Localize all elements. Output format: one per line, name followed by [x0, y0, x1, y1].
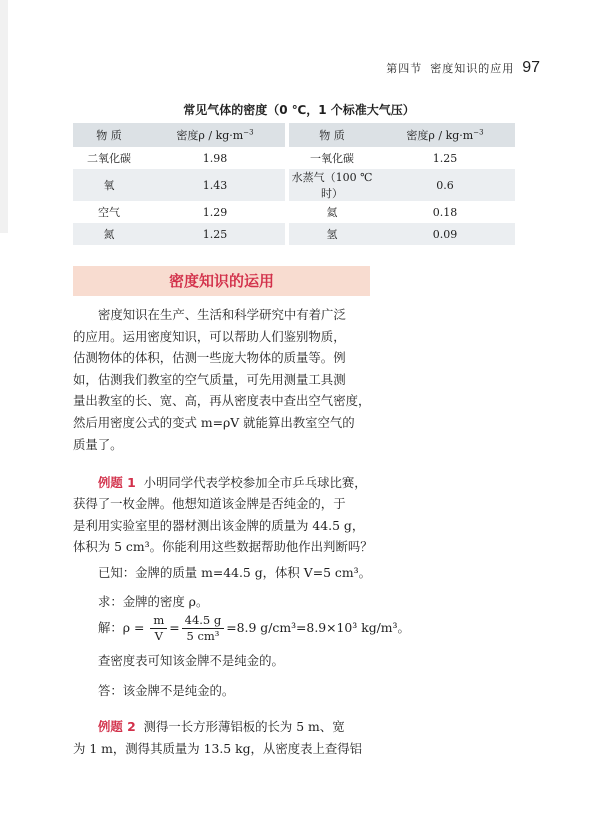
header-density-left: 密度$\rho / kg\cdot m^{-3}$ — [145, 123, 285, 147]
table-row — [73, 169, 515, 201]
table-cell: 0.18 — [432, 205, 458, 219]
table-row — [73, 147, 515, 169]
intro-paragraph — [73, 304, 375, 455]
table-cell: 1.43 — [145, 169, 285, 201]
paragraph-line: 小明同学代表学校参加全市乒乓球比赛， — [143, 475, 367, 490]
table-row — [73, 223, 515, 245]
paragraph-line: 量出教室的长、宽、高，再从密度表中查出空气密度， — [73, 393, 371, 409]
table-cell: 一氧化碳 — [310, 152, 354, 165]
section-heading: 密度知识的运用 — [73, 266, 370, 296]
table-cell: 氧 — [73, 169, 145, 201]
example-1-solution: 解：ρ = $\frac{m}{V}$ = $\frac{44.5 g}{\text{5 cm³}}$ =8.9 g/cm³=8.9×10³ kg/m³。 — [98, 613, 410, 643]
table-header-row — [73, 123, 515, 147]
table-cell: 1.98 — [202, 151, 228, 165]
paragraph-line: 体积为 5 cm³。你能利用这些数据帮助他作出判断吗？ — [73, 539, 373, 555]
table-row — [73, 201, 515, 223]
table-cell: 二氧化碳 — [87, 152, 131, 165]
section-number: 第四节 — [386, 62, 423, 75]
fraction-m-over-v: $\frac{m}{V}$ — [150, 614, 167, 643]
paragraph-line: 是利用实验室里的器材测出该金牌的质量为 44.5 g， — [73, 517, 365, 533]
paragraph-line: 然后用密度公式的变式 m=ρV 就能算出教室空气的 — [73, 414, 355, 430]
solution-prefix: 解：ρ = — [98, 620, 145, 635]
table-cell: 空气 — [98, 206, 120, 219]
paragraph-line: 为 1 m，测得其质量为 13.5 kg，从密度表上查得铝 — [73, 741, 363, 756]
table-cell: 氢 — [289, 223, 375, 245]
paragraph-line: 的应用。运用密度知识，可以帮助人们鉴别物质， — [73, 328, 346, 344]
solution-result: =8.9 g/cm³=8.9×10³ kg/m³。 — [226, 620, 410, 635]
header-substance-left: 物 质 — [73, 123, 145, 147]
table-cell: 1.25 — [145, 223, 285, 245]
table-cell: 氮 — [73, 223, 145, 245]
table-cell: 0.09 — [375, 223, 515, 245]
fraction-values: $\frac{44.5 g}{\text{5 cm³}}$ — [182, 614, 225, 643]
table-cell: 氦 — [326, 206, 338, 219]
paragraph-line: 质量了。 — [73, 436, 123, 452]
paragraph-line: 如，估测我们教室的空气质量，可先用测量工具测 — [73, 371, 346, 387]
example-1-label: 例题 1 — [98, 475, 136, 490]
paragraph-line: 估测物体的体积，估测一些庞大物体的质量等。例 — [73, 350, 346, 366]
header-substance-right: 物 质 — [289, 123, 375, 147]
running-header — [386, 59, 540, 77]
paragraph-line: 密度知识在生产、生活和科学研究中有着广泛 — [98, 307, 346, 322]
header-density-right: 密度$\rho / kg\cdot m^{-3}$ — [375, 123, 515, 147]
table-title: 常见气体的密度（0 ℃，1 个标准大气压） — [183, 103, 415, 117]
example-1-answer: 答：该金牌不是纯金的。 — [98, 683, 235, 698]
table-cell: 0.6 — [375, 169, 515, 201]
table-cell: 水蒸气（100 ℃时） — [289, 169, 375, 201]
example-2-problem — [73, 716, 375, 760]
example-1-find: 求：金牌的密度 ρ。 — [98, 594, 209, 609]
paragraph-line: 测得一长方形薄铝板的长为 5 m、宽 — [143, 719, 345, 734]
example-2-label: 例题 2 — [98, 719, 136, 734]
paragraph-line: 获得了一枚金牌。他想知道该金牌是否纯金的，于 — [73, 496, 346, 512]
section-title: 密度知识的应用 — [430, 62, 515, 75]
example-1-check: 查密度表可知该金牌不是纯金的。 — [98, 653, 284, 668]
table-cell: 1.25 — [432, 151, 458, 165]
example-1-known: 已知：金牌的质量 m=44.5 g，体积 V=5 cm³。 — [98, 565, 371, 580]
page-number: 97 — [522, 59, 540, 76]
gas-density-table — [73, 123, 515, 245]
example-1-problem — [73, 472, 375, 558]
table-cell: 1.29 — [202, 205, 228, 219]
